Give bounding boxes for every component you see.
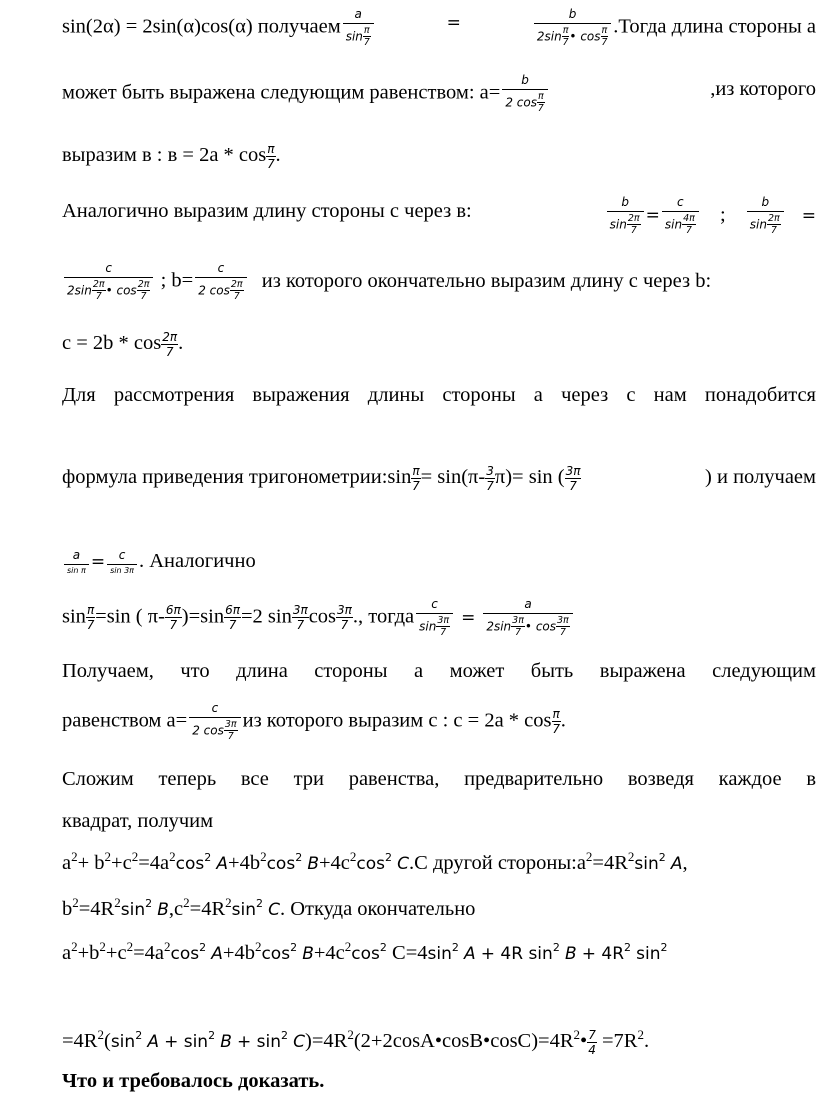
- superscript: 2: [585, 849, 593, 864]
- frac-den: [662, 212, 699, 236]
- text-line-11: [62, 656, 816, 686]
- var-B: B: [564, 944, 577, 964]
- small-den: 7: [569, 478, 577, 493]
- math-text: + sin: [164, 1032, 209, 1052]
- superscript: 2: [624, 941, 632, 954]
- line-6-tail: .: [178, 332, 184, 354]
- text-line-17: [62, 938, 816, 969]
- t: =7R: [601, 1030, 638, 1052]
- small-num: 7: [588, 1027, 596, 1042]
- cos-fn: cos: [170, 944, 200, 964]
- text-line-8: [62, 462, 816, 492]
- line-5-text: ; b=: [160, 269, 194, 292]
- small-num: 4π: [683, 212, 695, 224]
- small-frac: [266, 143, 275, 170]
- frac-den: sin π: [67, 565, 86, 575]
- t: +4b: [222, 942, 255, 964]
- fraction-c-over-2sin-cos: [64, 262, 153, 302]
- superscript: 2: [573, 1027, 581, 1042]
- small-frac: [682, 214, 696, 236]
- t: +4b: [228, 852, 261, 874]
- small-num: 3π: [337, 603, 352, 618]
- frac-num: c: [195, 262, 246, 278]
- frac-den-fn: • cos: [524, 619, 557, 634]
- var-C: C: [293, 1032, 306, 1052]
- small-num: 2π: [92, 278, 105, 290]
- small-den: 7: [537, 103, 544, 115]
- var-A: A: [211, 944, 223, 964]
- math-text: + 4R: [581, 944, 625, 964]
- frac-den: [534, 24, 611, 48]
- small-num: π: [86, 603, 95, 618]
- line-10-text: sin: [62, 605, 86, 628]
- line-10-text: )=sin: [181, 605, 225, 628]
- superscript: 2: [169, 849, 176, 864]
- line-1-tail: .Тогда длина стороны а: [613, 15, 816, 38]
- small-num: π: [363, 24, 370, 36]
- superscript: 2: [658, 851, 666, 864]
- cos-fn: cos: [175, 854, 205, 874]
- t: b: [62, 898, 73, 920]
- text-line-12: [62, 702, 816, 742]
- small-den: 7: [559, 627, 566, 639]
- superscript: 2: [552, 941, 560, 954]
- var-A: A: [147, 1032, 159, 1052]
- line-11-text: Получаем, что длина стороны а может быть выражена следующим: [62, 660, 816, 682]
- superscript: 2: [114, 895, 121, 910]
- small-frac: [292, 604, 309, 631]
- small-frac: [511, 616, 525, 638]
- line-12-text: из которого выразим с : с = 2а * cos: [242, 709, 552, 732]
- small-num: π: [537, 90, 544, 102]
- line-12-tail: .: [560, 709, 566, 732]
- line-4-text: Аналогично выразим длину стороны с через в:: [62, 200, 472, 222]
- t: a: [62, 852, 72, 874]
- equals-sign: =: [461, 607, 476, 628]
- frac-den-fn: 2 cos: [192, 723, 224, 738]
- line-2-tail: ,из которого: [710, 78, 816, 100]
- small-num: 3π: [557, 614, 569, 626]
- small-num: 3: [486, 463, 494, 478]
- cos-fn: cos: [261, 944, 291, 964]
- small-frac: [137, 280, 151, 302]
- small-num: 6π: [165, 603, 181, 618]
- frac-den: [502, 90, 547, 114]
- small-frac: [485, 465, 495, 492]
- line-12-text: равенством а=: [62, 709, 188, 732]
- sin-fn: sin: [231, 900, 256, 920]
- small-frac: [165, 604, 182, 631]
- small-frac: [411, 465, 420, 492]
- small-den: 7: [363, 37, 370, 49]
- line-2-text: может быть выражена следующим равенством: а=: [62, 81, 501, 104]
- small-frac: [627, 214, 641, 236]
- frac-num: a: [483, 598, 572, 614]
- line-10-text: =sin ( π-: [95, 605, 165, 628]
- frac-den: sin 3π: [110, 565, 134, 575]
- sin-fn: sin: [110, 1032, 136, 1052]
- frac-num: a: [64, 549, 89, 565]
- superscript: 2: [290, 941, 298, 954]
- math-text: + 4R sin: [480, 944, 553, 964]
- small-frac: [556, 616, 570, 638]
- small-den: 7: [630, 225, 637, 237]
- superscript: 2: [385, 851, 393, 864]
- line-10-text: =2 sin: [240, 605, 292, 628]
- small-frac: [336, 604, 353, 631]
- superscript: 2: [71, 849, 78, 864]
- line-1-left: [62, 8, 376, 48]
- small-den: 4: [588, 1042, 596, 1057]
- small-frac: [230, 280, 244, 302]
- superscript: 2: [660, 941, 668, 954]
- frac-den-fn: • cos: [105, 283, 137, 298]
- line-8-text: π)= sin (: [494, 466, 565, 488]
- small-den: 7: [227, 731, 234, 743]
- small-frac: [587, 1029, 597, 1056]
- t: +c: [105, 942, 127, 964]
- frac-den-fn: 2sin: [536, 29, 562, 44]
- small-den: 7: [552, 722, 560, 737]
- small-den: 7: [267, 156, 275, 171]
- fraction-c-over-sin-3pi: [107, 549, 137, 575]
- line-2-left: [62, 74, 550, 114]
- line-8-text: формула приведения тригонометрии:sin: [62, 466, 412, 488]
- fraction-c-over-sin-4pi-7: [662, 196, 699, 236]
- t: C=4: [392, 942, 428, 964]
- t: ,c: [168, 898, 184, 920]
- small-num: 6π: [225, 603, 240, 618]
- small-den: 7: [601, 37, 608, 49]
- small-num: 2π: [627, 212, 640, 224]
- t: =4R: [189, 898, 226, 920]
- frac-num: c: [107, 549, 137, 565]
- superscript: 2: [135, 1029, 143, 1042]
- frac-den: [64, 278, 153, 302]
- small-frac: [86, 604, 95, 631]
- small-den: 7: [440, 627, 447, 639]
- small-den: 7: [770, 225, 777, 237]
- superscript: 2: [347, 1027, 354, 1042]
- frac-den: [607, 212, 644, 236]
- small-den: 7: [296, 618, 305, 633]
- line-8-left: [62, 462, 581, 492]
- t: a: [62, 942, 72, 964]
- frac-num: b: [534, 8, 611, 24]
- superscript: 2: [627, 849, 635, 864]
- fraction-c-over-2cos-2pi-7: [195, 262, 246, 302]
- text-line-4: [62, 196, 816, 236]
- superscript: 2: [126, 939, 134, 954]
- small-num: 2π: [137, 278, 150, 290]
- text-line-3: [62, 140, 816, 170]
- superscript: 2: [104, 849, 112, 864]
- line-8-tail: ) и получаем: [705, 466, 816, 488]
- t: (: [104, 1030, 111, 1052]
- text-line-7: [62, 380, 816, 410]
- small-den: 7: [486, 478, 494, 493]
- text-line-10: [62, 598, 816, 638]
- line-3-text: выразим в : в = 2а * cos: [62, 144, 267, 166]
- frac-num: b: [747, 196, 784, 212]
- small-num: π: [601, 24, 608, 36]
- small-num: 2π: [230, 278, 243, 290]
- frac-num: b: [502, 74, 547, 90]
- equals-sign: =: [446, 13, 461, 33]
- frac-den-fn: 2sin: [486, 619, 512, 634]
- t: .: [643, 1030, 650, 1052]
- equals-sign: =: [645, 205, 660, 226]
- text-line-5: [62, 262, 816, 302]
- frac-den-fn: 2sin: [67, 283, 92, 298]
- t: +4c: [313, 942, 345, 964]
- t: =4a: [138, 852, 170, 874]
- math-text: + sin: [237, 1032, 282, 1052]
- small-num: π: [267, 141, 275, 156]
- frac-num: c: [189, 702, 240, 718]
- equals-sign: =: [801, 205, 816, 226]
- frac-den-fn: 2 cos: [505, 95, 537, 110]
- small-frac: [224, 720, 238, 742]
- superscript: 2: [97, 1027, 104, 1042]
- text-line-16: [62, 894, 816, 925]
- frac-num: c: [662, 196, 699, 212]
- small-den: 7: [562, 37, 569, 49]
- t: . Откуда окончательно: [280, 898, 476, 920]
- cos-fn: cos: [356, 854, 386, 874]
- text-line-19: [62, 1066, 816, 1096]
- frac-num: c: [64, 262, 153, 278]
- equals-sign: =: [90, 552, 106, 572]
- small-num: 3π: [512, 614, 524, 626]
- frac-den-fn: sin: [749, 217, 767, 232]
- fraction-b-over-2sin-cos: [534, 8, 611, 48]
- superscript: 2: [256, 897, 263, 910]
- superscript: 2: [72, 895, 79, 910]
- text-line-6: [62, 328, 816, 358]
- sin-fn: sin: [636, 944, 661, 964]
- superscript: 2: [451, 941, 459, 954]
- text-line-14: [62, 806, 816, 836]
- var-B: B: [307, 854, 319, 874]
- small-den: 7: [412, 478, 420, 493]
- text-line-1: [62, 8, 816, 48]
- fraction-b-over-2cos-pi-7: [502, 74, 547, 114]
- t: +b: [77, 942, 100, 964]
- superscript: 2: [208, 1029, 216, 1042]
- text-line-9: [62, 546, 816, 577]
- line-4-math: [605, 196, 816, 236]
- t: +c: [111, 852, 132, 874]
- superscript: 2: [204, 851, 212, 864]
- t: + b: [77, 852, 105, 874]
- superscript: 2: [164, 939, 171, 954]
- t: (2+2cosA•cosB•cosC)=4R: [353, 1030, 574, 1052]
- superscript: 2: [344, 939, 352, 954]
- line-1-right: [532, 8, 816, 48]
- line-1-text: sin(2α) = 2sin(α)cos(α) получаем: [62, 15, 341, 38]
- frac-den-fn: • cos: [569, 29, 601, 44]
- small-num: 3π: [292, 603, 308, 618]
- small-frac: [552, 708, 561, 735]
- frac-den-fn: sin: [609, 217, 627, 232]
- text-line-13: [62, 764, 816, 794]
- superscript: 2: [225, 895, 232, 910]
- sin-fn: sin: [120, 900, 146, 920]
- t: .С другой стороны:a: [409, 852, 586, 874]
- sin-fn: sin: [427, 944, 452, 964]
- superscript: 2: [183, 895, 190, 910]
- t: +4c: [318, 852, 350, 874]
- small-den: 7: [165, 344, 174, 359]
- superscript: 2: [145, 897, 153, 910]
- fraction-a-over-sin-pi-7: [343, 8, 374, 48]
- fraction-b-over-sin-2pi-7: [607, 196, 644, 236]
- var-B: B: [302, 944, 314, 964]
- small-num: π: [552, 707, 560, 722]
- small-frac: [601, 26, 609, 48]
- small-frac: [224, 604, 241, 631]
- frac-den: [416, 614, 453, 638]
- small-frac: [161, 331, 178, 358]
- t: •: [580, 1030, 588, 1052]
- small-frac: [92, 280, 106, 302]
- separator: ;: [719, 203, 726, 226]
- superscript: 2: [637, 1027, 644, 1042]
- superscript: 2: [254, 939, 262, 954]
- small-den: 7: [228, 618, 237, 633]
- frac-den-fn: sin: [345, 29, 363, 44]
- small-num: π: [412, 463, 420, 478]
- var-A: A: [216, 854, 229, 874]
- small-den: 7: [86, 618, 95, 633]
- text-line-2: [62, 74, 816, 114]
- line-13-text: Сложим теперь все три равенства, предварительно возведя каждое в: [62, 768, 816, 790]
- small-den: 7: [140, 291, 147, 303]
- var-C: C: [268, 900, 280, 920]
- fraction-b-over-sin-2pi-7: [747, 196, 784, 236]
- small-num: 3π: [224, 718, 237, 730]
- fraction-c-over-2cos-3pi-7: [189, 702, 240, 742]
- conclusion-text: Что и требовалось доказать.: [62, 1070, 325, 1092]
- frac-den-fn: sin: [664, 217, 683, 232]
- fraction-c-over-sin-3pi-7: [416, 598, 453, 638]
- superscript: 2: [99, 939, 106, 954]
- line-3-tail: .: [275, 144, 281, 166]
- superscript: 2: [131, 849, 139, 864]
- frac-den: [195, 278, 246, 302]
- small-frac: [767, 214, 781, 236]
- line-6-text: c = 2b * cos: [62, 332, 162, 354]
- superscript: 2: [260, 849, 267, 864]
- small-den: 7: [340, 618, 349, 633]
- var-B: B: [157, 900, 169, 920]
- frac-den: [747, 212, 784, 236]
- fraction-a-over-sin-pi: [64, 549, 89, 575]
- line-9-text: . Аналогично: [139, 550, 256, 572]
- fraction-a-over-2sin-cos: [483, 598, 572, 638]
- frac-num: c: [416, 598, 453, 614]
- superscript: 2: [281, 1029, 289, 1042]
- superscript: 2: [349, 849, 357, 864]
- small-frac: [537, 92, 545, 114]
- line-5-tail: из которого окончательно выразим длину с через b:: [261, 269, 712, 292]
- frac-den: [189, 718, 240, 742]
- frac-den-fn: 2 cos: [198, 283, 230, 298]
- text-line-15: [62, 848, 816, 879]
- cos-fn: cos: [351, 944, 380, 964]
- line-10-text: ., тогда: [352, 605, 415, 628]
- small-num: 3π: [437, 614, 450, 626]
- frac-den-fn: sin: [419, 619, 437, 634]
- t: =4a: [133, 942, 165, 964]
- text-line-18: [62, 1026, 816, 1057]
- var-B: B: [220, 1032, 232, 1052]
- superscript: 2: [199, 941, 207, 954]
- small-num: 2π: [767, 212, 780, 224]
- line-7-text: Для рассмотрения выражения длины стороны а через с нам понадобится: [62, 384, 816, 406]
- t: =4R: [62, 1030, 98, 1052]
- superscript: 2: [295, 851, 303, 864]
- t: =4R: [592, 852, 628, 874]
- small-frac: [565, 465, 582, 492]
- frac-den: [483, 614, 572, 638]
- small-frac: [363, 26, 371, 48]
- frac-num: b: [607, 196, 644, 212]
- small-den: 7: [515, 627, 522, 639]
- small-den: 7: [685, 225, 692, 237]
- small-den: 7: [169, 618, 178, 633]
- small-num: 2π: [162, 329, 178, 344]
- cos-fn: cos: [266, 854, 296, 874]
- sin-fn: sin: [634, 854, 659, 874]
- var-C: C: [397, 854, 410, 874]
- small-frac: [436, 616, 450, 638]
- small-num: 3π: [565, 463, 581, 478]
- line-14-text: квадрат, получим: [62, 810, 214, 832]
- line-8-text: = sin(π-: [420, 466, 486, 488]
- small-den: 7: [95, 291, 102, 303]
- t: ,: [682, 852, 688, 874]
- line-10-text: cos: [308, 605, 337, 628]
- small-num: π: [562, 24, 569, 36]
- t: =4R: [78, 898, 115, 920]
- frac-den: [343, 24, 374, 48]
- t: )=4R: [305, 1030, 348, 1052]
- frac-num: a: [343, 8, 374, 24]
- var-A: A: [670, 854, 683, 874]
- small-den: 7: [233, 291, 240, 303]
- superscript: 2: [71, 939, 78, 954]
- superscript: 2: [379, 941, 387, 954]
- var-A: A: [464, 944, 476, 964]
